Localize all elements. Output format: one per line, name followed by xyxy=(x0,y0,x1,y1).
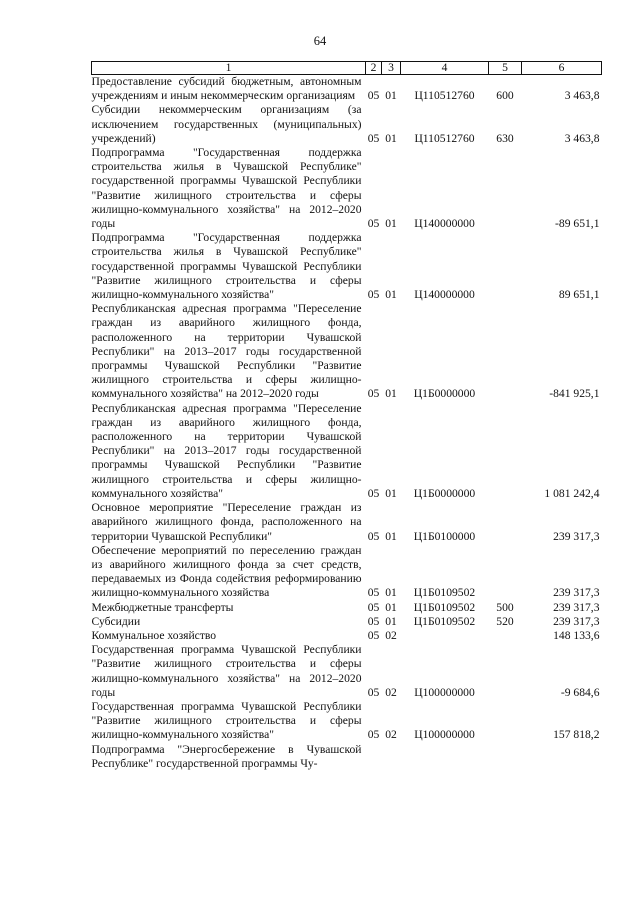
table-body xyxy=(92,75,602,771)
row-amount: 1 081 242,4 xyxy=(544,486,600,500)
row-amount: -9 684,6 xyxy=(560,685,600,699)
row-name: Межбюджетные трансферты xyxy=(91,600,234,614)
row-amount: 239 317,3 xyxy=(553,600,600,614)
row-target-code: Ц100000000 xyxy=(414,685,475,699)
row-amount: -841 925,1 xyxy=(549,387,600,401)
row-amount xyxy=(522,743,602,771)
row-name: Коммунальное хозяйство xyxy=(91,628,217,642)
row-target-code: Ц1Б0000000 xyxy=(413,486,476,500)
column-header-expense-type: 5 xyxy=(489,62,522,75)
row-subsection: 01 xyxy=(385,614,397,628)
table-row xyxy=(92,302,602,401)
row-section: 05 xyxy=(367,131,380,145)
row-section: 05 xyxy=(367,586,380,600)
row-subsection: 02 xyxy=(385,728,397,742)
row-expense-type xyxy=(489,402,522,501)
table-row xyxy=(92,601,602,615)
row-target-code: Ц1Б0109502 xyxy=(413,600,476,614)
row-subsection xyxy=(382,743,401,771)
table-row xyxy=(92,629,602,643)
table-row xyxy=(92,615,602,629)
row-subsection: 02 xyxy=(385,685,397,699)
row-name: Республиканская адресная программа "Переселение граждан из аварийного жилищного фонда, расположенного на территории Чувашской Республики" на 2013–2017 годы государственной программы Чувашской Республики "Развитие жилищного строительства и сферы жилищно-коммунального хозяйства" на 2012–2020 годы xyxy=(91,302,362,401)
row-section: 05 xyxy=(367,529,380,543)
row-target-code: Ц140000000 xyxy=(414,217,475,231)
row-expense-type xyxy=(489,643,522,700)
row-section xyxy=(366,743,382,771)
row-expense-type xyxy=(489,146,522,231)
column-header-amount: 6 xyxy=(522,62,602,75)
row-amount: 3 463,8 xyxy=(564,131,600,145)
row-name: Государственная программа Чувашской Республики "Развитие жилищного строительства и сферы жилищно-коммунального хозяйства" xyxy=(91,699,362,742)
row-name: Субсидии xyxy=(91,614,141,628)
row-name: Предоставление субсидий бюджетным, автономным учреждениям и иным некоммерческим организациям xyxy=(91,75,362,103)
row-name: Обеспечение мероприятий по переселению граждан из аварийного жилищного фонда за счет средств, передаваемых из Фонда содействия реформированию жилищно-коммунального хозяйства xyxy=(91,543,362,600)
row-subsection: 01 xyxy=(385,600,397,614)
row-expense-type xyxy=(489,501,522,544)
row-subsection: 01 xyxy=(385,529,397,543)
row-name: Субсидии некоммерческим организациям (за исключением государственных (муниципальных) учреждений) xyxy=(91,103,362,145)
row-section: 05 xyxy=(367,628,380,642)
row-expense-type xyxy=(489,700,522,743)
table-row xyxy=(92,743,602,771)
row-amount: 148 133,6 xyxy=(553,628,600,642)
row-subsection: 01 xyxy=(385,217,397,231)
row-amount: 239 317,3 xyxy=(553,529,600,543)
table-row xyxy=(92,231,602,302)
table-row xyxy=(92,700,602,743)
table-row xyxy=(92,103,602,146)
row-section: 05 xyxy=(367,728,380,742)
row-target-code: Ц1Б0109502 xyxy=(413,586,476,600)
row-subsection: 01 xyxy=(385,131,397,145)
row-target-code: Ц110512760 xyxy=(414,131,475,145)
row-name: Подпрограмма "Государственная поддержка строительства жилья в Чувашской Республике" государственной программы Чувашской Республики "Развитие жилищного строительства и сферы жилищно-коммунального хозяйства" на 2012–2020 годы xyxy=(91,146,362,231)
table-row xyxy=(92,75,602,104)
row-expense-type xyxy=(489,302,522,401)
row-target-code: Ц1Б0000000 xyxy=(413,387,476,401)
row-name: Государственная программа Чувашской Республики "Развитие жилищного строительства и сферы жилищно-коммунального хозяйства" на 2012–2020 годы xyxy=(91,643,362,699)
budget-table xyxy=(91,61,602,771)
table-row xyxy=(92,501,602,544)
row-target-code: Ц1Б0109502 xyxy=(413,614,476,628)
page-number: 64 xyxy=(313,34,327,48)
table-row xyxy=(92,544,602,601)
row-section: 05 xyxy=(367,600,380,614)
row-expense-type xyxy=(489,629,522,643)
row-subsection: 01 xyxy=(385,89,397,103)
row-subsection: 01 xyxy=(385,387,397,401)
row-name: Республиканская адресная программа "Переселение граждан из аварийного жилищного фонда, расположенного на территории Чувашской Республики" на 2013–2017 годы государственной программы Чувашской Республики "Развитие жилищного строительства и сферы жилищно-коммунального хозяйства" xyxy=(91,401,362,500)
row-amount: 157 818,2 xyxy=(553,728,600,742)
row-section: 05 xyxy=(367,387,380,401)
header-row xyxy=(92,62,602,75)
row-expense-type xyxy=(489,743,522,771)
row-expense-type: 520 xyxy=(496,614,514,628)
row-name: Подпрограмма "Государственная поддержка строительства жилья в Чувашской Республике" государственной программы Чувашской Республики "Развитие жилищного строительства и сферы жилищно-коммунального хозяйства" xyxy=(91,231,362,302)
row-target-code xyxy=(401,743,489,771)
row-target-code: Ц100000000 xyxy=(414,728,475,742)
row-target-code: Ц1Б0100000 xyxy=(413,529,476,543)
row-section: 05 xyxy=(367,288,380,302)
row-amount: 239 317,3 xyxy=(553,614,600,628)
row-expense-type: 630 xyxy=(496,131,514,145)
row-subsection: 01 xyxy=(385,486,397,500)
row-amount: 3 463,8 xyxy=(564,89,600,103)
table-row xyxy=(92,402,602,501)
row-subsection: 02 xyxy=(385,628,397,642)
row-name: Основное мероприятие "Переселение граждан из аварийного жилищного фонда, расположенного на территории Чувашской Республики" xyxy=(91,501,362,543)
column-header-target-code: 4 xyxy=(401,62,489,75)
row-expense-type xyxy=(489,231,522,302)
row-target-code: Ц140000000 xyxy=(414,288,475,302)
column-header-name: 1 xyxy=(92,62,366,75)
row-subsection: 01 xyxy=(385,586,397,600)
row-section: 05 xyxy=(367,685,380,699)
row-expense-type: 500 xyxy=(496,600,514,614)
row-section: 05 xyxy=(367,486,380,500)
row-expense-type xyxy=(489,544,522,601)
row-name: Подпрограмма "Энергосбережение в Чувашской Республике" государственной программы Чу- xyxy=(91,742,362,770)
column-header-section: 2 xyxy=(366,62,382,75)
column-header-subsection: 3 xyxy=(382,62,401,75)
row-expense-type: 600 xyxy=(496,89,514,103)
table-header xyxy=(92,62,602,75)
table-row xyxy=(92,643,602,700)
row-amount: 239 317,3 xyxy=(553,586,600,600)
row-amount: 89 651,1 xyxy=(558,288,600,302)
row-subsection: 01 xyxy=(385,288,397,302)
table-row xyxy=(92,146,602,231)
row-section: 05 xyxy=(367,614,380,628)
row-target-code xyxy=(401,629,489,643)
row-amount: -89 651,1 xyxy=(555,217,600,231)
row-target-code: Ц110512760 xyxy=(414,89,475,103)
row-section: 05 xyxy=(367,217,380,231)
row-section: 05 xyxy=(367,89,380,103)
